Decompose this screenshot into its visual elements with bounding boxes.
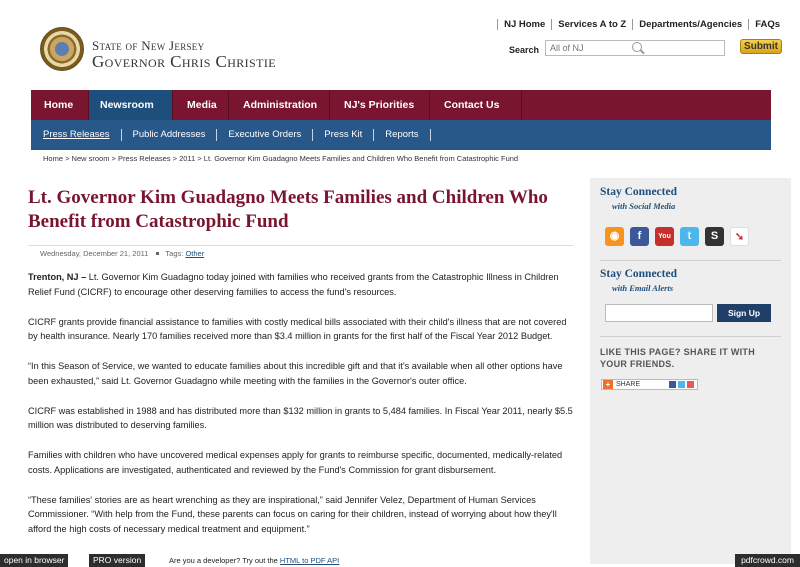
sidebar-divider [600, 336, 781, 337]
pdfcrowd-brand[interactable]: pdfcrowd.com [735, 554, 800, 567]
facebook-icon[interactable]: f [630, 227, 649, 246]
nav-contact-us[interactable]: Contact Us [430, 90, 522, 120]
share-button[interactable] [601, 379, 698, 390]
main-nav [31, 90, 771, 120]
util-link-departments[interactable]: Departments/Agencies [632, 19, 748, 30]
pro-version-button[interactable]: PRO version [89, 554, 145, 567]
article-paragraph: “In this Season of Service, we wanted to educate families about this incredible gift and that it's available when all other options have been exhausted,” said Lt. Governor Guadagno while meeting with the families in the Governor's outer office. [28, 361, 563, 386]
email-icon [687, 381, 694, 388]
submit-button[interactable]: Submit [740, 39, 782, 54]
social-icons [605, 227, 749, 246]
rss-icon[interactable]: ◉ [605, 227, 624, 246]
article-paragraph: “These families' stories are as heart wrenching as they are inspirational,” said Jennifer Velez, Department of Human Services Commissioner. “With help from the Fund, these parents can focus on caring for their children, instead of worrying about how they'll afford the high costs of necessary medical treatment and equipment.” [28, 494, 557, 534]
util-link-faqs[interactable]: FAQs [748, 19, 786, 30]
breadcrumb[interactable]: Home > New sroom > Press Releases > 2011 > Lt. Governor Kim Guadagno Meets Families and Children Who Benefit from Catastrophic Fund [43, 154, 519, 163]
nav-administration[interactable]: Administration [229, 90, 330, 120]
nav-media[interactable]: Media [173, 90, 229, 120]
stay-connected-email-heading: Stay Connected [600, 268, 677, 280]
subnav-executive-orders[interactable]: Executive Orders [217, 129, 313, 141]
developer-promo: Are you a developer? Try out the HTML to PDF API [169, 556, 340, 565]
twitter-icon [678, 381, 685, 388]
stay-connected-social-heading: Stay Connected [600, 186, 677, 198]
nav-newsroom[interactable]: Newsroom [89, 90, 173, 120]
facebook-icon [669, 381, 676, 388]
article-body [28, 270, 576, 552]
scribd-icon[interactable]: S [705, 227, 724, 246]
nav-home[interactable]: Home [31, 90, 89, 120]
sidebar [590, 178, 791, 564]
tag-link[interactable]: Other [185, 249, 205, 258]
util-link-services[interactable]: Services A to Z [551, 19, 632, 30]
share-label: SHARE [616, 381, 641, 388]
dateline: Trenton, NJ – [28, 272, 87, 282]
article-paragraph: Families with children who have uncovered medical expenses apply for grants to reimburse specific, documented, medically-related costs. Applications are investigated, authenticated and reviewed by the Fund's Commission for grant disbursement. [28, 450, 563, 475]
headline-divider [28, 245, 573, 246]
youtube-icon[interactable]: You [655, 227, 674, 246]
search-label: Search [509, 45, 540, 55]
subnav-reports[interactable]: Reports [374, 129, 430, 141]
twitter-icon[interactable]: t [680, 227, 699, 246]
open-in-browser-button[interactable]: open in browser [0, 554, 68, 567]
social-media-subheading: with Social Media [612, 201, 676, 211]
html-to-pdf-link[interactable]: HTML to PDF API [279, 556, 340, 565]
subnav-press-kit[interactable]: Press Kit [313, 129, 374, 141]
article-paragraph: CICRF was established in 1988 and has distributed more than $132 million in grants to 5,484 families. In Fiscal Year 2011, nearly $5.5 million was distributed to deserving families. [28, 405, 573, 430]
state-seal-logo[interactable] [40, 27, 84, 71]
sidebar-divider [600, 260, 781, 261]
article-meta [40, 249, 204, 258]
search-icon [632, 42, 642, 52]
subnav-public-addresses[interactable]: Public Addresses [122, 129, 218, 141]
sign-up-button[interactable]: Sign Up [717, 304, 771, 322]
sub-nav [31, 120, 771, 150]
state-title[interactable]: State of New Jersey [92, 38, 205, 53]
article-paragraph: Trenton, NJ – Lt. Governor Kim Guadagno today joined with families who received grants from the Catastrophic Illness in Children Relief Fund (CICRF) to encourage other deserving families to access the fund's resources. [28, 272, 559, 297]
governor-title[interactable]: Governor Chris Christie [92, 52, 276, 71]
share-prompt: LIKE THIS PAGE? SHARE IT WITH YOUR FRIENDS. [600, 347, 756, 369]
nav-nj-priorities[interactable]: NJ's Priorities [330, 90, 430, 120]
pdfcrowd-bar [0, 554, 800, 567]
email-field[interactable] [605, 304, 713, 322]
tags-label: Tags: [165, 249, 184, 258]
article-date: Wednesday, December 21, 2011 [40, 249, 149, 258]
share-plus-icon: + [603, 380, 613, 389]
email-alerts-subheading: with Email Alerts [612, 283, 674, 293]
subnav-press-releases[interactable]: Press Releases [43, 129, 122, 141]
bullet-icon [156, 252, 159, 255]
article-headline: Lt. Governor Kim Guadagno Meets Families and Children Who Benefit from Catastrophic Fund [28, 187, 548, 232]
util-link-nj-home[interactable]: NJ Home [497, 19, 551, 30]
utility-links [497, 19, 786, 30]
article-paragraph: CICRF grants provide financial assistance to families with costly medical bills associated with their child's illness that are not covered by health insurance. Nearly 170 families received more than $3.4 million in grants for the first half of the Fiscal Year 2012 Budget. [28, 316, 567, 341]
flickr-icon[interactable]: ➘ [730, 227, 749, 246]
